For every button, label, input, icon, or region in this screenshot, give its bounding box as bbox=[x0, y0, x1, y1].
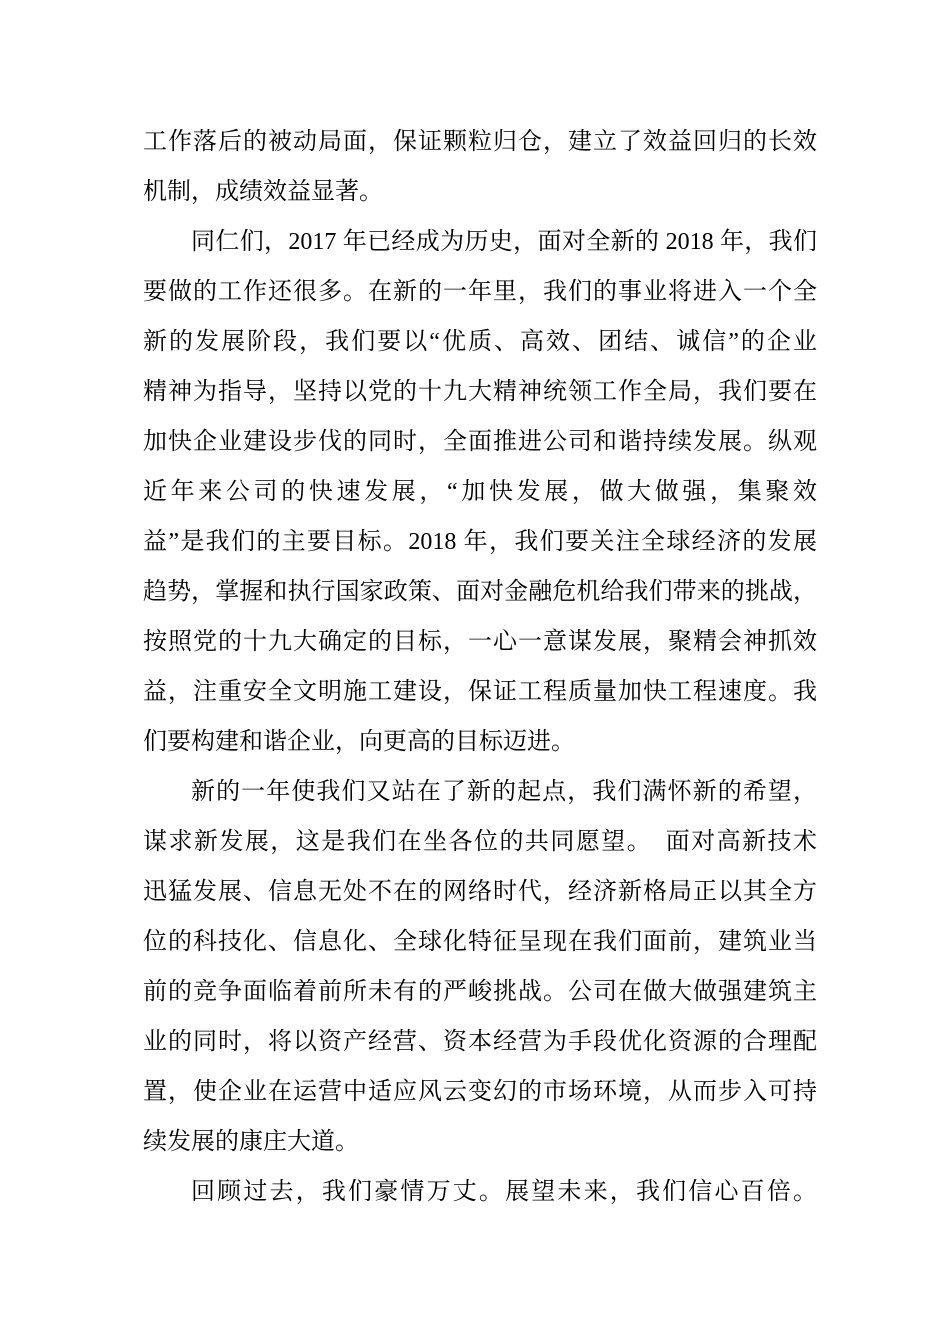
document-text bbox=[143, 117, 817, 1217]
text-line: 谋求新发展，这是我们在坐各位的共同愿望。 面对高新技术 bbox=[143, 829, 817, 855]
text-line: 们要构建和谐企业，向更高的目标迈进。 bbox=[143, 729, 575, 755]
text-line: 回顾过去，我们豪情万丈。展望未来，我们信心百倍。 bbox=[191, 1179, 817, 1205]
text-line: 新的一年使我们又站在了新的起点，我们满怀新的希望， bbox=[191, 779, 817, 805]
text-line: 精神为指导，坚持以党的十九大精神统领工作全局，我们要在 bbox=[143, 379, 817, 405]
text-line: 工作落后的被动局面，保证颗粒归仓，建立了效益回归的长效 bbox=[143, 129, 817, 155]
text-line: 要做的工作还很多。在新的一年里，我们的事业将进入一个全 bbox=[143, 279, 817, 305]
paragraph bbox=[143, 117, 817, 217]
text-line: 新的发展阶段，我们要以“优质、高效、团结、诚信”的企业 bbox=[143, 329, 817, 355]
text-line: 机制，成绩效益显著。 bbox=[143, 179, 383, 205]
text-line: 位的科技化、信息化、全球化特征呈现在我们面前，建筑业当 bbox=[143, 929, 817, 955]
paragraph bbox=[143, 767, 817, 1167]
text-line: 益，注重安全文明施工建设，保证工程质量加快工程速度。我 bbox=[143, 679, 817, 705]
paragraph bbox=[143, 217, 817, 767]
text-line: 趋势，掌握和执行国家政策、面对金融危机给我们带来的挑战， bbox=[143, 579, 817, 605]
text-line: 近年来公司的快速发展，“加快发展，做大做强，集聚效 bbox=[143, 479, 817, 505]
text-line: 置，使企业在运营中适应风云变幻的市场环境，从而步入可持 bbox=[143, 1079, 817, 1105]
paragraph bbox=[143, 1167, 817, 1217]
text-line: 同仁们，2017 年已经成为历史，面对全新的 2018 年，我们 bbox=[191, 229, 817, 255]
text-line: 前的竞争面临着前所未有的严峻挑战。公司在做大做强建筑主 bbox=[143, 979, 817, 1005]
text-line: 按照党的十九大确定的目标，一心一意谋发展，聚精会神抓效 bbox=[143, 629, 817, 655]
text-line: 迅猛发展、信息无处不在的网络时代，经济新格局正以其全方 bbox=[143, 879, 817, 905]
text-line: 益”是我们的主要目标。2018 年，我们要关注全球经济的发展 bbox=[143, 529, 817, 555]
text-line: 业的同时，将以资产经营、资本经营为手段优化资源的合理配 bbox=[143, 1029, 817, 1055]
text-line: 加快企业建设步伐的同时，全面推进公司和谐持续发展。纵观 bbox=[143, 429, 817, 455]
text-line: 续发展的康庄大道。 bbox=[143, 1129, 359, 1155]
